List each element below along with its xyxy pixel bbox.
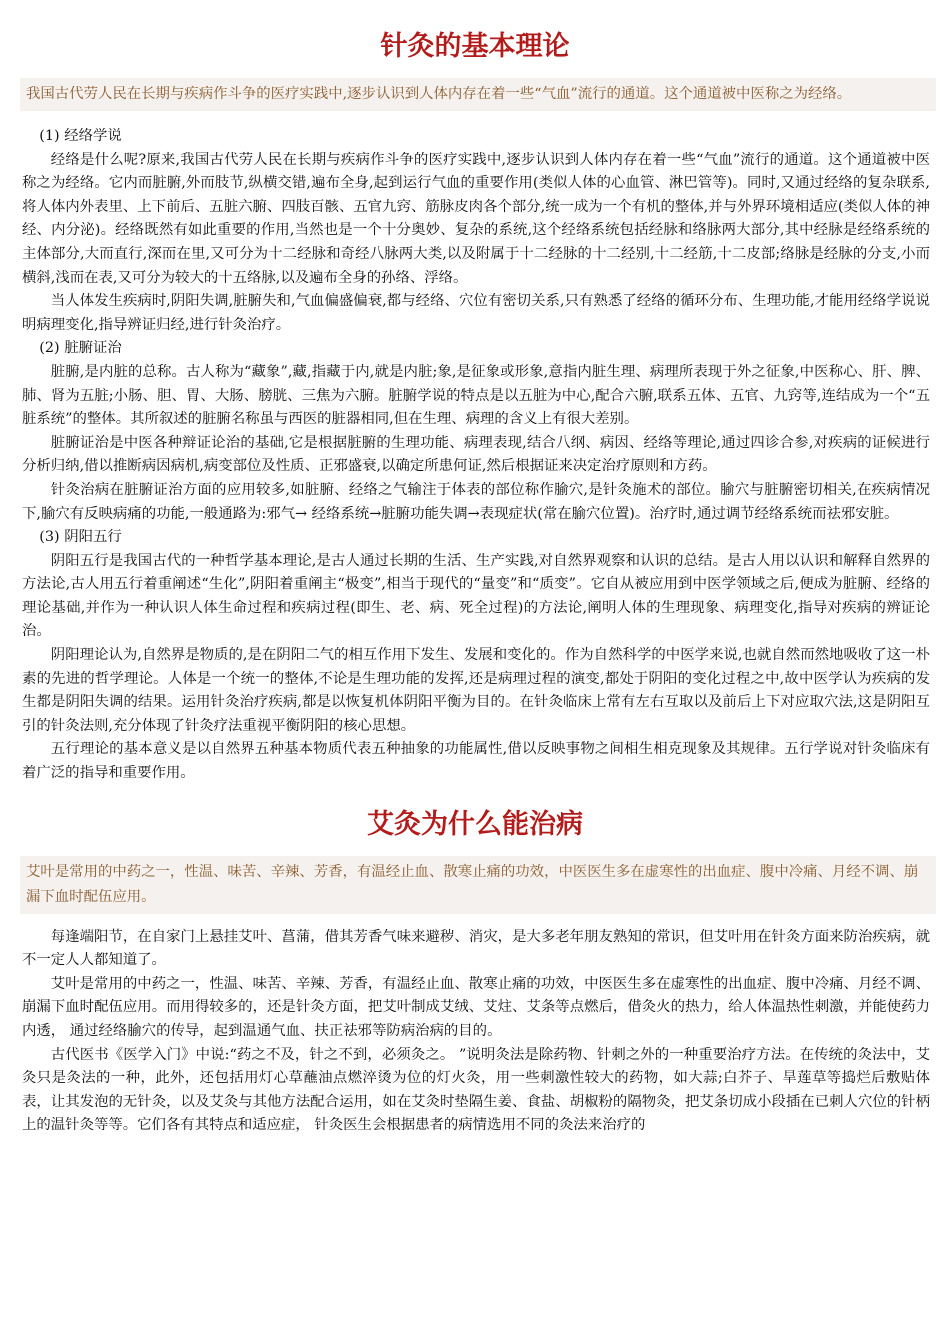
paragraph: 阴阳理论认为,自然界是物质的,是在阴阳二气的相互作用下发生、发展和变化的。作为自然科学的中医学来说,也就自然而然地吸收了这一朴素的先进的哲学理论。人体是一个统一的整体,不论是生理功能的发挥,还是病理过程的演变,都处于阴阳的变化过程之中,故中医学认为疾病的发生都是阴阳失调的结果。运用针灸治疗疾病,都是以恢复机体阴阳平衡为目的。在针灸临床上常有左右互取以及前后上下对应取穴法,这是阴阳互引的针灸法则,充分体现了针灸疗法重视平衡阴阳的核心思想。 — [22, 647, 930, 734]
section-title: 针灸的基本理论 — [380, 31, 570, 62]
paragraph: 艾叶是常用的中药之一，性温、味苦、辛辣、芳香，有温经止血、散寒止痛的功效，中医医生多在虚寒性的出血症、腹中冷痛、月经不调、崩漏下血时配伍应用。而用得较多的，还是针灸方面，把艾叶制成艾绒、艾炷、艾条等点燃后，借灸火的热力，给人体温热性刺激，并能使药力内透， 通过经络腧穴的传导，起到温通气血、扶正祛邪等防病治病的目的。 — [22, 975, 930, 1039]
paragraph: 针灸治病在脏腑证治方面的应用较多,如脏腑、经络之气输注于体表的部位称作腧穴,是针灸施术的部位。腧穴与脏腑密切相关,在疾病情况下,腧穴有反映病痛的功能,一般通路为:邪气→ 经络系统→脏腑功能失调→表现症状(常在腧穴位置)。治疗时,通过调节经络系统而祛邪安脏。 — [22, 481, 930, 522]
paragraph: 脏腑证治是中医各种辩证论治的基础,它是根据脏腑的生理功能、病理表现,结合八纲、病因、经络等理论,通过四诊合参,对疾病的证候进行分析归纳,借以推断病因病机,病变部位及性质、正邪盛衰,以确定所患何证,然后根据证来决定治疗原则和方药。 — [22, 434, 930, 475]
section-title: 艾灸为什么能治病 — [367, 808, 583, 840]
paragraph: 脏腑,是内脏的总称。古人称为“藏象”,藏,指藏于内,就是内脏;象,是征象或形象,意指内脏生理、病理所表现于外之征象,中医称心、肝、脾、肺、肾为五脏;小肠、胆、胃、大肠、膀胱、三焦为六腑。脏腑学说的特点是以五脏为中心,配合六腑,联系五体、五官、九窍等,连结成为一个“五脏系统”的整体。其所叙述的脏腑名称虽与西医的脏器相同,但在生理、病理的含义上有很大差别。 — [22, 363, 930, 428]
section-intro-box: 艾叶是常用的中药之一，性温、味苦、辛辣、芳香，有温经止血、散寒止痛的功效，中医医生多在虚寒性的出血症、腹中冷痛、月经不调、崩漏下血时配伍应用。 — [20, 856, 936, 914]
paragraph: 古代医书《医学入门》中说:“药之不及，针之不到，必须灸之。 ”说明灸法是除药物、针刺之外的一种重要治疗方法。在传统的灸法中，艾灸只是灸法的一种，此外，还包括用灯心草蘸油点燃淬烫为位的灯火灸，用一些刺激性较大的药物，如大蒜;白芥子、旱莲草等捣烂后敷贴体表，让其发泡的无针灸，以及艾灸与其他方法配合运用，如在艾灸时垫隔生姜、食盐、胡椒粉的隔物灸，把艾条切成小段插在已刺人穴位的针柄上的温针灸等等。它们各有其特点和适应症， 针灸医生会根据患者的病情选用不同的灸法来治疗的 — [22, 1046, 930, 1134]
paragraph: 每逢端阳节，在自家门上悬挂艾叶、菖蒲，借其芳香气味来避秽、消灾，是大多老年朋友熟知的常识，但艾叶用在针灸方面来防治疾病，就不一定人人都知道了。 — [22, 928, 930, 969]
paragraph: 五行理论的基本意义是以自然界五种基本物质代表五种抽象的功能属性,借以反映事物之间相生相克现象及其规律。五行学说对针灸临床有着广泛的指导和重要作用。 — [22, 741, 930, 782]
paragraph: 阴阳五行是我国古代的一种哲学基本理论,是古人通过长期的生活、生产实践,对自然界观察和认识的总结。是古人用以认识和解释自然界的方法论,古人用五行着重阐述“生化”,阴阳着重阐主“极变”,相当于现代的“量变”和“质变”。它自从被应用到中医学领域之后,便成为脏腑、经络的理论基础,并作为一种认识人体生命过程和疾病过程(即生、老、病、死全过程)的方法论,阐明人体的生理现象、病理变化,指导对疾病的辨证论治。 — [22, 552, 930, 640]
subsection-heading: (1) 经络学说 — [39, 128, 122, 144]
subsection-heading: (2) 脏腑证治 — [39, 340, 122, 357]
section-body — [22, 926, 930, 1138]
subsection-heading: (3) 阴阳五行 — [39, 529, 122, 546]
paragraph: 当人体发生疾病时,阴阳失调,脏腑失和,气血偏盛偏衰,都与经络、穴位有密切关系,只有熟悉了经络的循环分布、生理功能,才能用经络学说说明病理变化,指导辨证归经,进行针灸治疗。 — [22, 293, 930, 333]
section-body — [22, 125, 930, 786]
section-intro-box: 我国古代劳人民在长期与疾病作斗争的医疗实践中,逐步认识到人体内存在着一些“气血”流行的通道。这个通道被中医称之为经络。 — [20, 78, 936, 111]
paragraph: 经络是什么呢?原来,我国古代劳人民在长期与疾病作斗争的医疗实践中,逐步认识到人体内存在着一些“气血”流行的通道。这个通道被中医称之为经络。它内而脏腑,外而肢节,纵横交错,遍布全身,起到运行气血的重要作用(类似人体的心血管、淋巴管等)。同时,又通过经络的复杂联系,将人体内外表里、上下前后、五脏六腑、四肢百骸、五官九窍、筋脉皮肉各个部分,统一成为一个有机的整体,并与外界环境相适应(类似人体的神经、内分泌)。经络既然有如此重要的作用,当然也是一个十分奥妙、复杂的系统,这个经络系统包括经脉和络脉两大部分,其中经脉是经络系统的主体部分,大而直行,深而在里,又可分为十二经脉和奇经八脉两大类,以及附属于十二经脉的十二经别,十二经筋,十二皮部;络脉是经脉的分支,小而横斜,浅而在表,又可分为较大的十五络脉,以及遍布全身的孙络、浮络。 — [22, 151, 930, 286]
